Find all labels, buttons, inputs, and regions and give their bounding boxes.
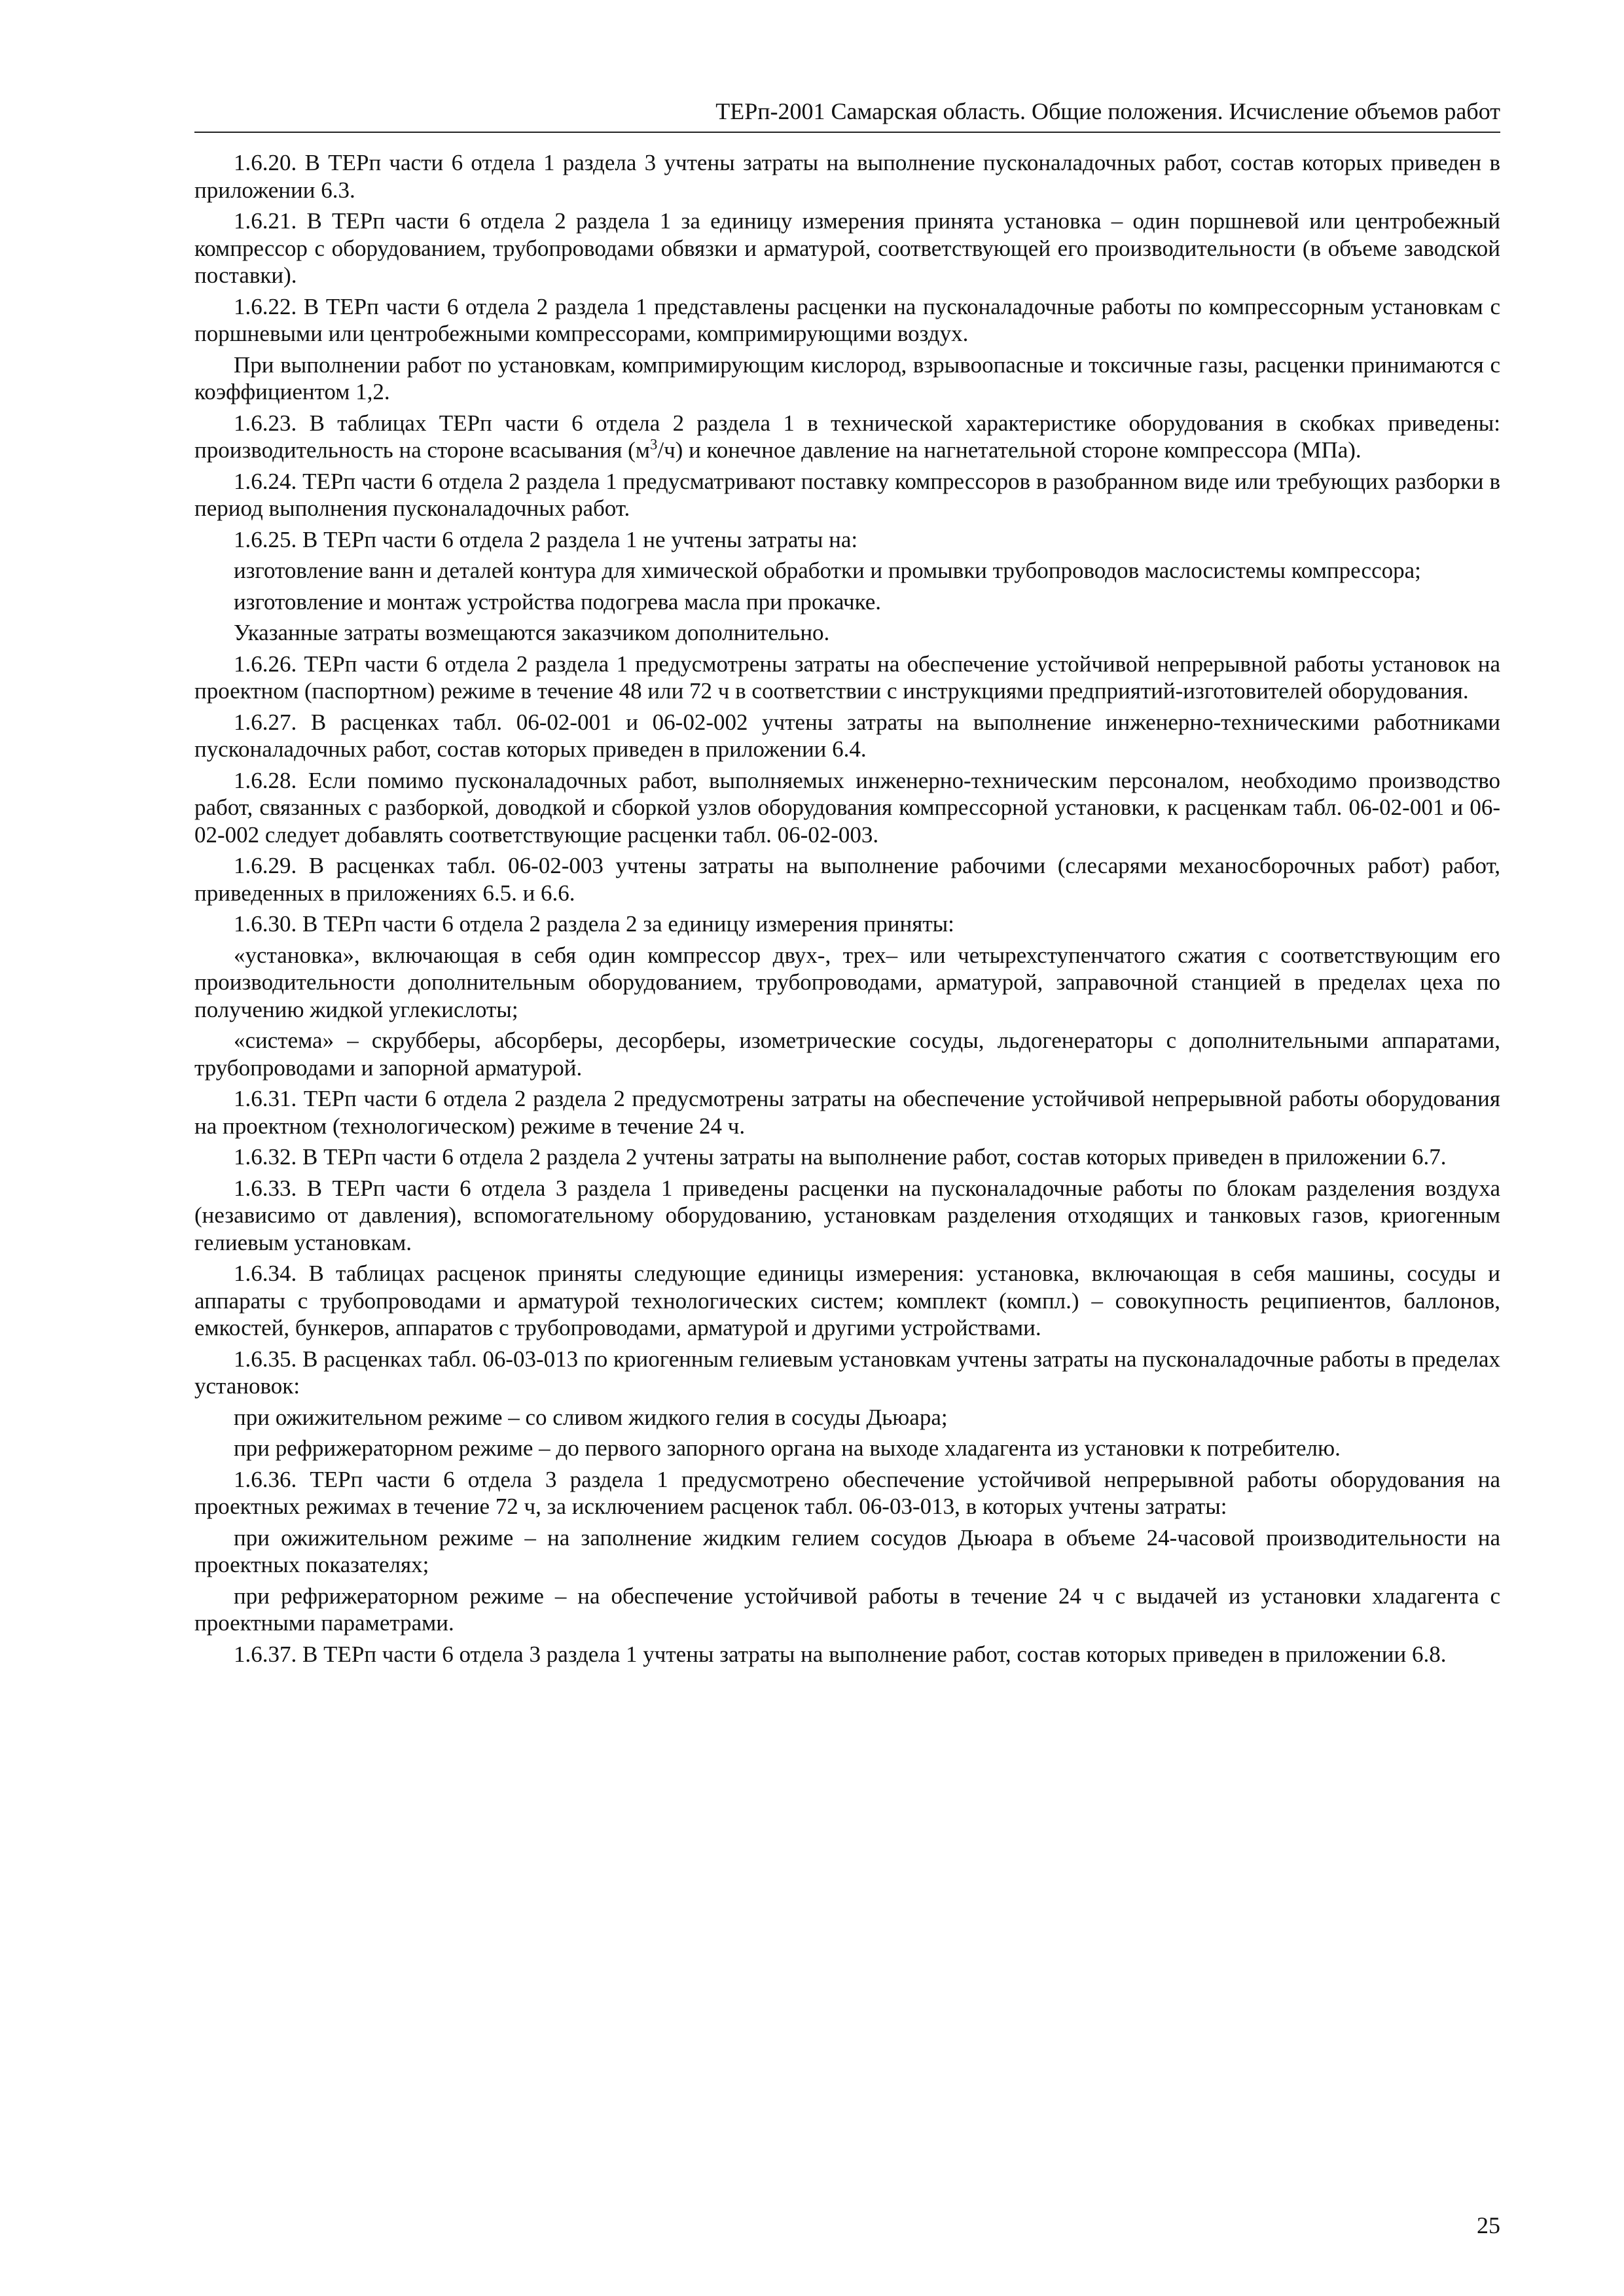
paragraph-1-6-20: 1.6.20. В ТЕРп части 6 отдела 1 раздела 3 учтены затраты на выполнение пусконаладочных работ, состав которых приведен в приложении 6.3. xyxy=(194,150,1500,203)
paragraph-1-6-36: 1.6.36. ТЕРп части 6 отдела 3 раздела 1 предусмотрено обеспечение устойчивой непрерывной работы оборудования на проектных режимах в течение 72 ч, за исключением расценок табл. 06-03-013, в которых учтены затраты: xyxy=(194,1466,1500,1519)
paragraph-1-6-27: 1.6.27. В расценках табл. 06-02-001 и 06-02-002 учтены затраты на выполнение инженерно-техническими работниками пусконаладочных работ, состав которых приведен в приложении 6.4. xyxy=(194,709,1500,762)
paragraph-1-6-33: 1.6.33. В ТЕРп части 6 отдела 3 раздела 1 приведены расценки на пусконаладочные работы по блокам разделения воздуха (независимо от давления), вспомогательному оборудованию, установкам разделения отходящих и танковых газов, криогенным гелиевым установкам. xyxy=(194,1175,1500,1255)
paragraph-1-6-37: 1.6.37. В ТЕРп части 6 отдела 3 раздела 1 учтены затраты на выполнение работ, состав которых приведен в приложении 6.8. xyxy=(234,1641,1447,1667)
paragraph-1-6-23 xyxy=(194,410,1500,464)
list-item-refrigeration-mode-2: при рефрижераторном режиме – на обеспечение устойчивой работы в течение 24 ч с выдачей из установки хладагента с проектными параметрами. xyxy=(194,1583,1500,1636)
paragraph-1-6-26: 1.6.26. ТЕРп части 6 отдела 2 раздела 1 предусмотрены затраты на обеспечение устойчивой непрерывной работы установок на проектном (паспортном) режиме в течение 48 или 72 ч в соответствии с инструкциями предприятий-изготовителей оборудования. xyxy=(194,651,1500,704)
paragraph-1-6-29: 1.6.29. В расценках табл. 06-02-003 учтены затраты на выполнение рабочими (слесарями механосборочных работ) работ, приведенных в приложениях 6.5. и 6.6. xyxy=(194,853,1500,906)
page-number: 25 xyxy=(1477,2212,1500,2238)
paragraph-1-6-21: 1.6.21. В ТЕРп части 6 отдела 2 раздела 1 за единицу измерения принята установка – один поршневой или центробежный компрессор с оборудованием, трубопроводами обвязки и арматурой, соответствующей его производительности (в объеме заводской поставки). xyxy=(194,208,1500,288)
paragraph-1-6-30: 1.6.30. В ТЕРп части 6 отдела 2 раздела 2 за единицу измерения приняты: xyxy=(234,911,954,937)
paragraph-1-6-34: 1.6.34. В таблицах расценок приняты следующие единицы измерения: установка, включающая в себя машины, сосуды и аппараты с трубопроводами и арматурой технологических систем; комплект (компл.) – совокупность реципиентов, баллонов, емкостей, бункеров, аппаратов с трубопроводами, арматурой и другими устройствами. xyxy=(194,1261,1500,1340)
list-item-oil-heating: изготовление и монтаж устройства подогрева масла при прокачке. xyxy=(234,588,882,615)
paragraph-1-6-22: 1.6.22. В ТЕРп части 6 отдела 2 раздела 1 представлены расценки на пусконаладочные работы по компрессорным установкам с поршневыми или центробежными компрессорами, компримирующими воздух. xyxy=(194,293,1500,346)
list-item-liquefaction-mode: при ожижительном режиме – со сливом жидкого гелия в сосуды Дьюара; xyxy=(234,1404,948,1430)
list-item-system: «система» – скрубберы, абсорберы, десорберы, изометрические сосуды, льдогенераторы с дополнительными аппаратами, трубопроводами и запорной арматурой. xyxy=(194,1028,1500,1081)
paragraph-1-6-23-text-end: /ч) и конечное давление на нагнетательной стороне компрессора (МПа). xyxy=(657,437,1362,463)
paragraph-reimbursement: Указанные затраты возмещаются заказчиком дополнительно. xyxy=(234,620,830,645)
paragraph-1-6-32: 1.6.32. В ТЕРп части 6 отдела 2 раздела 2 учтены затраты на выполнение работ, состав которых приведен в приложении 6.7. xyxy=(234,1144,1447,1170)
list-item-liquefaction-mode-2: при ожижительном режиме – на заполнение жидким гелием сосудов Дьюара в объеме 24-часовой производительности на проектных показателях; xyxy=(194,1524,1500,1577)
list-item-installation: «установка», включающая в себя один компрессор двух-, трех– или четырехступенчатого сжатия с соответствующим его производительности дополнительным оборудованием, трубопроводами, арматурой, заправочной станцией в пределах цеха по получению жидкой углекислоты; xyxy=(194,942,1500,1022)
paragraph-1-6-31: 1.6.31. ТЕРп части 6 отдела 2 раздела 2 предусмотрены затраты на обеспечение устойчивой непрерывной работы оборудования на проектном (технологическом) режиме в течение 24 ч. xyxy=(194,1086,1500,1139)
paragraph-1-6-35: 1.6.35. В расценках табл. 06-03-013 по криогенным гелиевым установкам учтены затраты на пусконаладочные работы в пределах установок: xyxy=(194,1346,1500,1399)
paragraph-1-6-28: 1.6.28. Если помимо пусконаладочных работ, выполняемых инженерно-техническим персоналом, необходимо производство работ, связанных с разборкой, доводкой и сборкой узлов оборудования компрессорной установки, к расценкам табл. 06-02-001 и 06-02-002 следует добавлять соответствующие расценки табл. 06-02-003. xyxy=(194,767,1500,848)
paragraph-1-6-25: 1.6.25. В ТЕРп части 6 отдела 2 раздела 1 не учтены затраты на: xyxy=(234,526,858,552)
superscript-3: 3 xyxy=(649,436,658,453)
list-item-baths: изготовление ванн и деталей контура для химической обработки и промывки трубопроводов маслосистемы компрессора; xyxy=(234,558,1421,583)
paragraph-1-6-23-text: 1.6.23. В таблицах ТЕРп части 6 отдела 2 раздела 1 в технической характеристике оборудования в скобках приведены: производительность на стороне всасывания (м xyxy=(194,410,1500,463)
document-body xyxy=(194,149,1500,1672)
running-header: ТЕРп-2001 Самарская область. Общие положения. Исчисление объемов работ xyxy=(715,98,1500,124)
header-rule xyxy=(194,132,1500,133)
paragraph-coefficient-note: При выполнении работ по установкам, компримирующим кислород, взрывоопасные и токсичные газы, расценки принимаются с коэффициентом 1,2. xyxy=(194,351,1500,404)
list-item-refrigeration-mode: при рефрижераторном режиме – до первого запорного органа на выходе хладагента из установки к потребителю. xyxy=(234,1435,1341,1461)
paragraph-1-6-24: 1.6.24. ТЕРп части 6 отдела 2 раздела 1 предусматривают поставку компрессоров в разобранном виде или требующих разборки в период выполнения пусконаладочных работ. xyxy=(194,468,1500,521)
